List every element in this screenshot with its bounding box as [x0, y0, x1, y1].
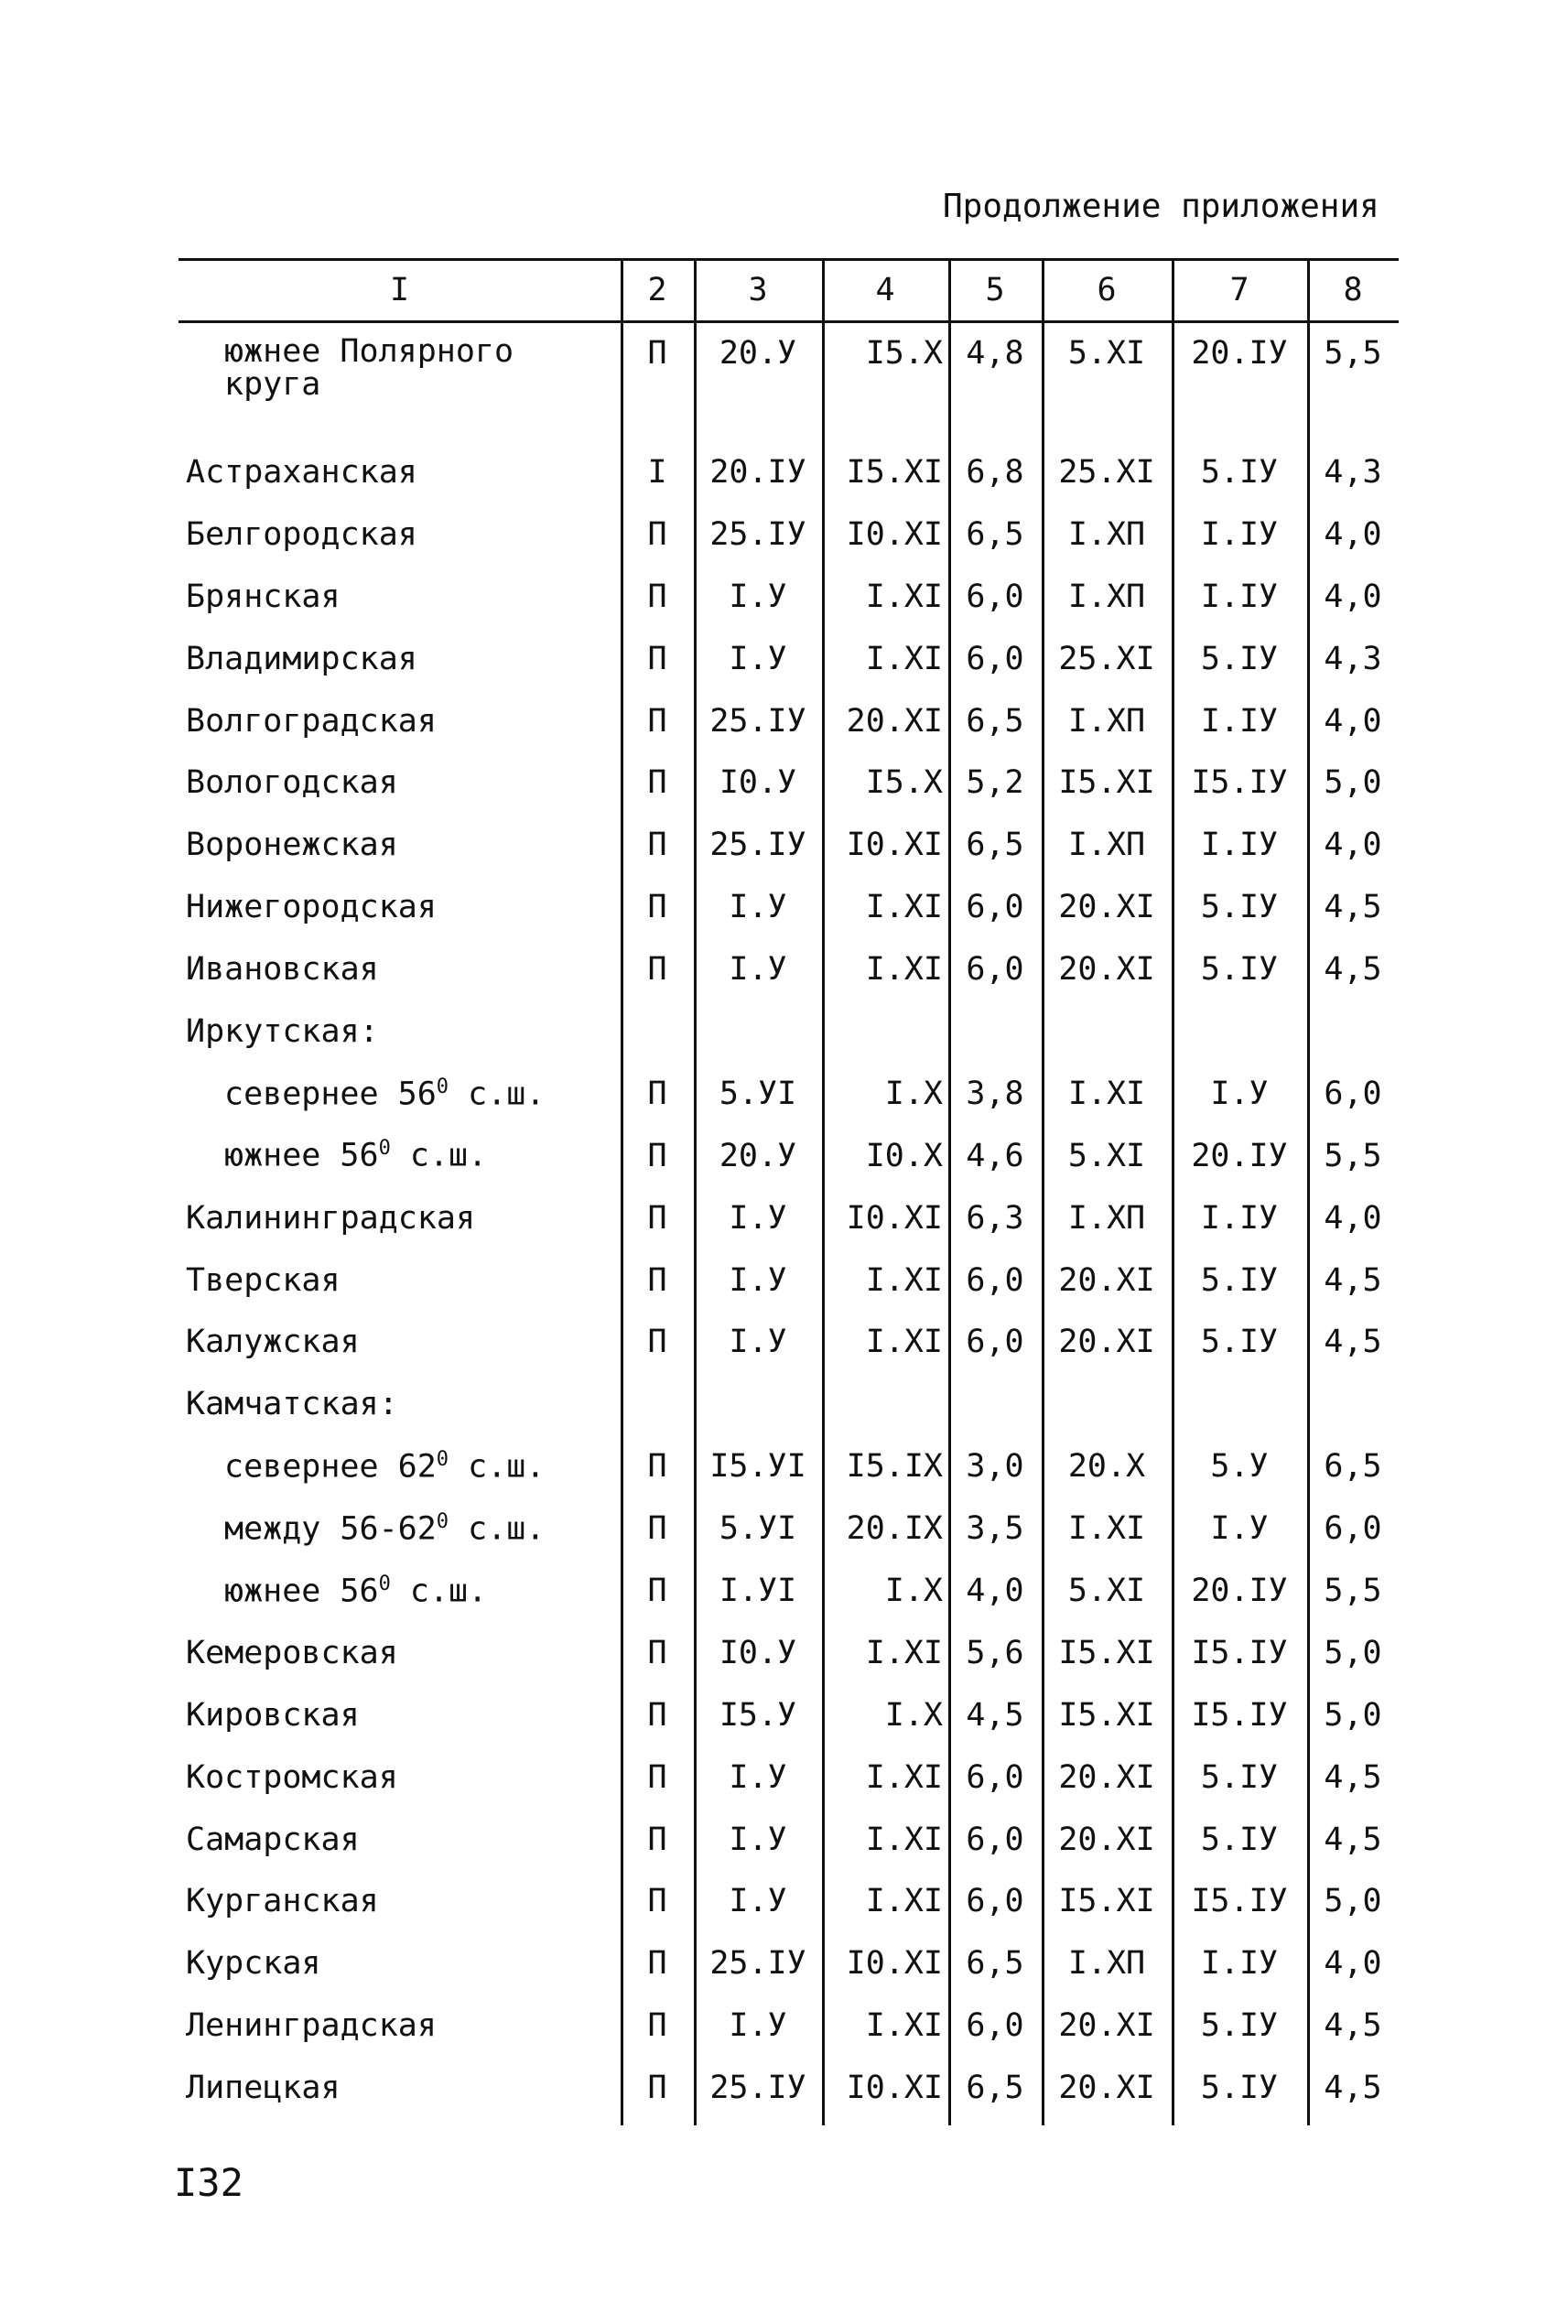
cell-c5: 6,0 — [966, 1324, 1024, 1361]
cell-c5: 6,0 — [966, 1883, 1024, 1920]
cell-c8: 4,0 — [1324, 1199, 1382, 1237]
cell-c5: 6,0 — [966, 1758, 1024, 1796]
cell-c6: 25.XI — [1058, 453, 1155, 491]
cell-c2: П — [647, 1261, 667, 1299]
cell-c5 — [948, 1000, 1042, 1063]
cell-c2: П — [647, 2070, 667, 2107]
cell-c2: П — [647, 335, 667, 372]
region-name: Нижегородская — [186, 889, 437, 926]
cell-c6: I.XП — [1067, 578, 1146, 615]
cell-c6: 5.XI — [1067, 1572, 1146, 1609]
cell-c7: 20.IУ — [1191, 1137, 1288, 1174]
cell-c5: 6,0 — [966, 1261, 1024, 1299]
cell-c7: I5.IУ — [1191, 1634, 1288, 1671]
degree-sign: 0 — [436, 1447, 449, 1471]
cell-c5: 3,5 — [966, 1510, 1024, 1548]
cell-c2: П — [647, 578, 667, 615]
region-name: Самарская — [186, 1821, 360, 1858]
cell-c5: 4,8 — [966, 335, 1024, 372]
cell-c3: 25.IУ — [709, 515, 806, 553]
cell-c8: 5,0 — [1324, 764, 1382, 802]
cell-c6: 20.XI — [1058, 1324, 1155, 1361]
region-name: южнее $56^0$ с.ш. — [224, 1572, 488, 1610]
cell-c4: I5.XI — [846, 453, 943, 491]
cell-c2: П — [647, 515, 667, 553]
cell-c3: I0.У — [719, 1634, 797, 1671]
cell-c4: I.XI — [865, 2007, 943, 2045]
table-row — [178, 1311, 1399, 1373]
cell-c2: П — [647, 1137, 667, 1174]
cell-c5: 5,6 — [966, 1634, 1024, 1671]
cell-c6: 20.X — [1067, 1448, 1146, 1486]
cell-c6: 20.XI — [1058, 951, 1155, 989]
table-row — [178, 876, 1399, 938]
cell-c4: 20.XI — [846, 702, 943, 740]
cell-c6: I.XI — [1067, 1510, 1146, 1548]
cell-c8: 6,0 — [1324, 1510, 1382, 1548]
cell-c7: I.IУ — [1200, 702, 1279, 740]
column-header: 8 — [1343, 271, 1363, 308]
cell-c8: 4,0 — [1324, 578, 1382, 615]
cell-c7: I.IУ — [1200, 515, 1279, 553]
cell-c6 — [1042, 1000, 1172, 1063]
cell-c3 — [694, 1373, 822, 1435]
cell-c8 — [1307, 1373, 1399, 1435]
cell-c2: П — [647, 1945, 667, 1983]
cell-c7: 5.У — [1210, 1448, 1269, 1486]
region-name: Кемеровская — [186, 1634, 398, 1671]
table-row — [178, 1560, 1399, 1622]
table-row — [178, 1063, 1399, 1125]
degree-sign: 0 — [436, 1509, 449, 1533]
cell-c6: 20.XI — [1058, 1261, 1155, 1299]
table-row — [178, 1622, 1399, 1684]
cell-c8: 4,0 — [1324, 1945, 1382, 1983]
cell-c8: 5,5 — [1324, 1137, 1382, 1174]
region-name: Калужская — [186, 1324, 360, 1361]
cell-c7: 20.IУ — [1191, 335, 1288, 372]
cell-c8: 4,5 — [1324, 2007, 1382, 2045]
region-name: Ленинградская — [186, 2007, 437, 2045]
page-number: I32 — [174, 2160, 243, 2205]
cell-c6: 20.XI — [1058, 889, 1155, 926]
cell-c2: П — [647, 827, 667, 864]
latitude-suffix: с.ш. — [390, 1573, 488, 1610]
region-name: Камчатская: — [186, 1386, 398, 1423]
cell-c2: П — [647, 1821, 667, 1858]
cell-c8: 6,0 — [1324, 1075, 1382, 1112]
cell-c4: I.XI — [865, 640, 943, 677]
cell-c5: 6,3 — [966, 1199, 1024, 1237]
cell-c3: 25.IУ — [709, 827, 806, 864]
cell-c3: I.У — [729, 1261, 787, 1299]
column-header: 5 — [985, 271, 1005, 308]
cell-c3: I.У — [729, 2007, 787, 2045]
column-header: 4 — [875, 271, 895, 308]
cell-c3: I0.У — [719, 764, 797, 802]
latitude-suffix: с.ш. — [449, 1510, 546, 1548]
column-header: 6 — [1097, 271, 1117, 308]
cell-c3: 20.IУ — [709, 453, 806, 491]
region-name: Иркутская: — [186, 1012, 379, 1050]
cell-c2: П — [647, 1758, 667, 1796]
table-row — [178, 814, 1399, 876]
cell-c5 — [948, 1373, 1042, 1435]
cell-c8: 4,3 — [1324, 453, 1382, 491]
cell-c7 — [1172, 1000, 1307, 1063]
table-row — [178, 1000, 1399, 1063]
cell-c7: 5.IУ — [1200, 453, 1279, 491]
cell-c6: 5.XI — [1067, 335, 1146, 372]
column-header: 2 — [647, 271, 667, 308]
cell-c6: 5.XI — [1067, 1137, 1146, 1174]
cell-c3: I.У — [729, 1821, 787, 1858]
cell-c4: I0.XI — [846, 515, 943, 553]
cell-c8: 6,5 — [1324, 1448, 1382, 1486]
column-header: I — [389, 271, 410, 308]
table-row — [178, 1249, 1399, 1312]
cell-c4: 20.IX — [846, 1510, 943, 1548]
cell-c6: 20.XI — [1058, 1758, 1155, 1796]
region-name: Кировская — [186, 1696, 360, 1734]
cell-c7: I.IУ — [1200, 1945, 1279, 1983]
cell-c2: П — [647, 1883, 667, 1920]
cell-c5: 6,5 — [966, 702, 1024, 740]
table-row — [178, 938, 1399, 1000]
cell-c6: 20.XI — [1058, 2007, 1155, 2045]
table-row — [178, 628, 1399, 690]
cell-c4: I5.IX — [846, 1448, 943, 1486]
cell-c4 — [822, 1000, 948, 1063]
cell-c5: 6,0 — [966, 1821, 1024, 1858]
region-name: Брянская — [186, 578, 341, 615]
table-row — [178, 1870, 1399, 1932]
region-name: Курская — [186, 1945, 321, 1983]
region-name: Ивановская — [186, 951, 379, 989]
cell-c8: 4,5 — [1324, 1758, 1382, 1796]
cell-c5: 4,6 — [966, 1137, 1024, 1174]
table-row — [178, 1435, 1399, 1497]
cell-c2: П — [647, 1510, 667, 1548]
table-caption: Продолжение приложения — [943, 188, 1379, 225]
cell-c3: 25.IУ — [709, 2070, 806, 2107]
cell-c8: 4,0 — [1324, 702, 1382, 740]
table-row — [178, 1497, 1399, 1560]
region-name: Белгородская — [186, 515, 417, 553]
cell-c4: I.X — [884, 1696, 943, 1734]
cell-c7: 5.IУ — [1200, 1261, 1279, 1299]
region-name: Курганская — [186, 1883, 379, 1920]
cell-c6: I.XП — [1067, 702, 1146, 740]
cell-c6: I5.XI — [1058, 1634, 1155, 1671]
table-row — [178, 1187, 1399, 1249]
cell-c6 — [1042, 1373, 1172, 1435]
cell-c8: 4,5 — [1324, 1261, 1382, 1299]
cell-c6: I5.XI — [1058, 1696, 1155, 1734]
cell-c5: 6,0 — [966, 2007, 1024, 2045]
region-name: Астраханская — [186, 453, 417, 491]
cell-c2: I — [647, 453, 667, 491]
table-body — [178, 320, 1399, 2119]
cell-c2 — [621, 1373, 694, 1435]
latitude-suffix: с.ш. — [449, 1448, 546, 1486]
table-row — [178, 1746, 1399, 1809]
cell-c5: 6,5 — [966, 827, 1024, 864]
cell-c5: 5,2 — [966, 764, 1024, 802]
region-name: Волгоградская — [186, 702, 437, 740]
cell-c3: I.УI — [719, 1572, 797, 1609]
cell-c7: 5.IУ — [1200, 2070, 1279, 2107]
cell-c3: 25.IУ — [709, 702, 806, 740]
table-row — [178, 751, 1399, 814]
header-row — [178, 259, 1399, 320]
cell-c3: I5.У — [719, 1696, 797, 1734]
cell-c8: 5,0 — [1324, 1883, 1382, 1920]
cell-c2: П — [647, 1696, 667, 1734]
cell-c4: I.XI — [865, 951, 943, 989]
cell-c2: П — [647, 2007, 667, 2045]
table-row — [178, 320, 1399, 441]
cell-c8: 5,5 — [1324, 1572, 1382, 1609]
region-name: Калининградская — [186, 1199, 476, 1237]
region-name: Костромская — [186, 1758, 398, 1796]
cell-c5: 6,0 — [966, 889, 1024, 926]
cell-c4: I.XI — [865, 889, 943, 926]
cell-c5: 6,5 — [966, 515, 1024, 553]
cell-c8 — [1307, 1000, 1399, 1063]
cell-c5: 6,5 — [966, 2070, 1024, 2107]
cell-c8: 4,3 — [1324, 640, 1382, 677]
cell-c2: П — [647, 951, 667, 989]
table-row — [178, 1809, 1399, 1871]
cell-c5: 3,0 — [966, 1448, 1024, 1486]
cell-c5: 6,5 — [966, 1945, 1024, 1983]
cell-c3: 20.У — [719, 1137, 797, 1174]
cell-c4: I0.XI — [846, 827, 943, 864]
cell-c7: 5.IУ — [1200, 1324, 1279, 1361]
column-header: 3 — [748, 271, 768, 308]
cell-c7: 20.IУ — [1191, 1572, 1288, 1609]
cell-c4: I0.X — [865, 1137, 943, 1174]
cell-c4: I.XI — [865, 578, 943, 615]
cell-c3: 20.У — [719, 335, 797, 372]
cell-c3: 5.УI — [719, 1510, 797, 1548]
cell-c6: I.XI — [1067, 1075, 1146, 1112]
cell-c7: I.IУ — [1200, 827, 1279, 864]
cell-c3: I.У — [729, 1324, 787, 1361]
cell-c2: П — [647, 640, 667, 677]
cell-c4: I.XI — [865, 1324, 943, 1361]
table-row — [178, 1373, 1399, 1435]
table-row — [178, 690, 1399, 752]
cell-c7: 5.IУ — [1200, 1758, 1279, 1796]
cell-c2: П — [647, 764, 667, 802]
cell-c7: I5.IУ — [1191, 764, 1288, 802]
cell-c8: 4,0 — [1324, 515, 1382, 553]
cell-c3: I5.УI — [709, 1448, 806, 1486]
region-name: между $56-62^0$ с.ш. — [224, 1509, 546, 1548]
cell-c6: 25.XI — [1058, 640, 1155, 677]
cell-c7: 5.IУ — [1200, 1821, 1279, 1858]
cell-c6: 20.XI — [1058, 1821, 1155, 1858]
cell-c5: 4,5 — [966, 1696, 1024, 1734]
cell-c3: I.У — [729, 640, 787, 677]
cell-c7: I.У — [1210, 1075, 1269, 1112]
table-row — [178, 1125, 1399, 1187]
cell-c2: П — [647, 1075, 667, 1112]
cell-c8: 4,5 — [1324, 951, 1382, 989]
cell-c6: I.XП — [1067, 1945, 1146, 1983]
region-name: севернее $56^0$ с.ш. — [224, 1075, 546, 1113]
cell-c6: I5.XI — [1058, 1883, 1155, 1920]
table-row — [178, 2057, 1399, 2119]
table-row — [178, 1932, 1399, 1994]
cell-c4: I0.XI — [846, 1945, 943, 1983]
cell-c5: 6,0 — [966, 640, 1024, 677]
cell-c4: I0.XI — [846, 2070, 943, 2107]
cell-c3: 25.IУ — [709, 1945, 806, 1983]
column-header: 7 — [1229, 271, 1249, 308]
cell-c3 — [694, 1000, 822, 1063]
cell-c5: 6,8 — [966, 453, 1024, 491]
region-name: Владимирская — [186, 640, 417, 677]
cell-c2: П — [647, 1634, 667, 1671]
table-row — [178, 1994, 1399, 2057]
cell-c3: I.У — [729, 1883, 787, 1920]
cell-c7: 5.IУ — [1200, 951, 1279, 989]
cell-c4: I0.XI — [846, 1199, 943, 1237]
region-name: севернее $62^0$ с.ш. — [224, 1447, 546, 1486]
region-name: южнее Полярного круга — [224, 333, 514, 403]
cell-c7: I.У — [1210, 1510, 1269, 1548]
table-row — [178, 1684, 1399, 1746]
cell-c4: I.XI — [865, 1883, 943, 1920]
cell-c2: П — [647, 1448, 667, 1486]
region-name: южнее $56^0$ с.ш. — [224, 1137, 488, 1175]
cell-c3: 5.УI — [719, 1075, 797, 1112]
cell-c8: 4,5 — [1324, 1324, 1382, 1361]
data-table — [178, 259, 1399, 2119]
cell-c2: П — [647, 889, 667, 926]
region-name: Вологодская — [186, 764, 398, 802]
cell-c6: I.XП — [1067, 1199, 1146, 1237]
latitude-suffix: с.ш. — [449, 1076, 546, 1113]
cell-c8: 5,0 — [1324, 1696, 1382, 1734]
cell-c4: I.X — [884, 1075, 943, 1112]
degree-sign: 0 — [436, 1075, 449, 1098]
table-row — [178, 503, 1399, 566]
cell-c2: П — [647, 702, 667, 740]
cell-c5: 3,8 — [966, 1075, 1024, 1112]
cell-c2 — [621, 1000, 694, 1063]
cell-c5: 4,0 — [966, 1572, 1024, 1609]
cell-c7: 5.IУ — [1200, 2007, 1279, 2045]
cell-c7: 5.IУ — [1200, 640, 1279, 677]
cell-c2: П — [647, 1572, 667, 1609]
cell-c4: I.XI — [865, 1634, 943, 1671]
cell-c4: I.XI — [865, 1758, 943, 1796]
cell-c8: 5,0 — [1324, 1634, 1382, 1671]
cell-c6: I.XП — [1067, 515, 1146, 553]
region-name: Липецкая — [186, 2070, 341, 2107]
cell-c4: I5.X — [865, 335, 943, 372]
degree-sign: 0 — [378, 1137, 391, 1161]
cell-c3: I.У — [729, 951, 787, 989]
cell-c8: 4,5 — [1324, 889, 1382, 926]
cell-c4: I.XI — [865, 1821, 943, 1858]
cell-c2: П — [647, 1324, 667, 1361]
cell-c5: 6,0 — [966, 951, 1024, 989]
cell-c3: I.У — [729, 889, 787, 926]
table-row — [178, 441, 1399, 503]
cell-c8: 5,5 — [1324, 335, 1382, 372]
cell-c8: 4,0 — [1324, 827, 1382, 864]
cell-c7: I5.IУ — [1191, 1696, 1288, 1734]
region-name: Тверская — [186, 1261, 341, 1299]
cell-c6: 20.XI — [1058, 2070, 1155, 2107]
cell-c7: I5.IУ — [1191, 1883, 1288, 1920]
cell-c6: I.XП — [1067, 827, 1146, 864]
cell-c8: 4,5 — [1324, 1821, 1382, 1858]
cell-c7: I.IУ — [1200, 578, 1279, 615]
cell-c2: П — [647, 1199, 667, 1237]
cell-c7: 5.IУ — [1200, 889, 1279, 926]
cell-c3: I.У — [729, 1758, 787, 1796]
cell-c8: 4,5 — [1324, 2070, 1382, 2107]
cell-c4 — [822, 1373, 948, 1435]
cell-c4: I.X — [884, 1572, 943, 1609]
cell-c3: I.У — [729, 1199, 787, 1237]
degree-sign: 0 — [378, 1572, 391, 1595]
region-name: Воронежская — [186, 827, 398, 864]
latitude-suffix: с.ш. — [390, 1138, 488, 1175]
table-row — [178, 566, 1399, 628]
cell-c4: I.XI — [865, 1261, 943, 1299]
cell-c4: I5.X — [865, 764, 943, 802]
cell-c7 — [1172, 1373, 1307, 1435]
cell-c6: I5.XI — [1058, 764, 1155, 802]
cell-c7: I.IУ — [1200, 1199, 1279, 1237]
cell-c5: 6,0 — [966, 578, 1024, 615]
cell-c3: I.У — [729, 578, 787, 615]
